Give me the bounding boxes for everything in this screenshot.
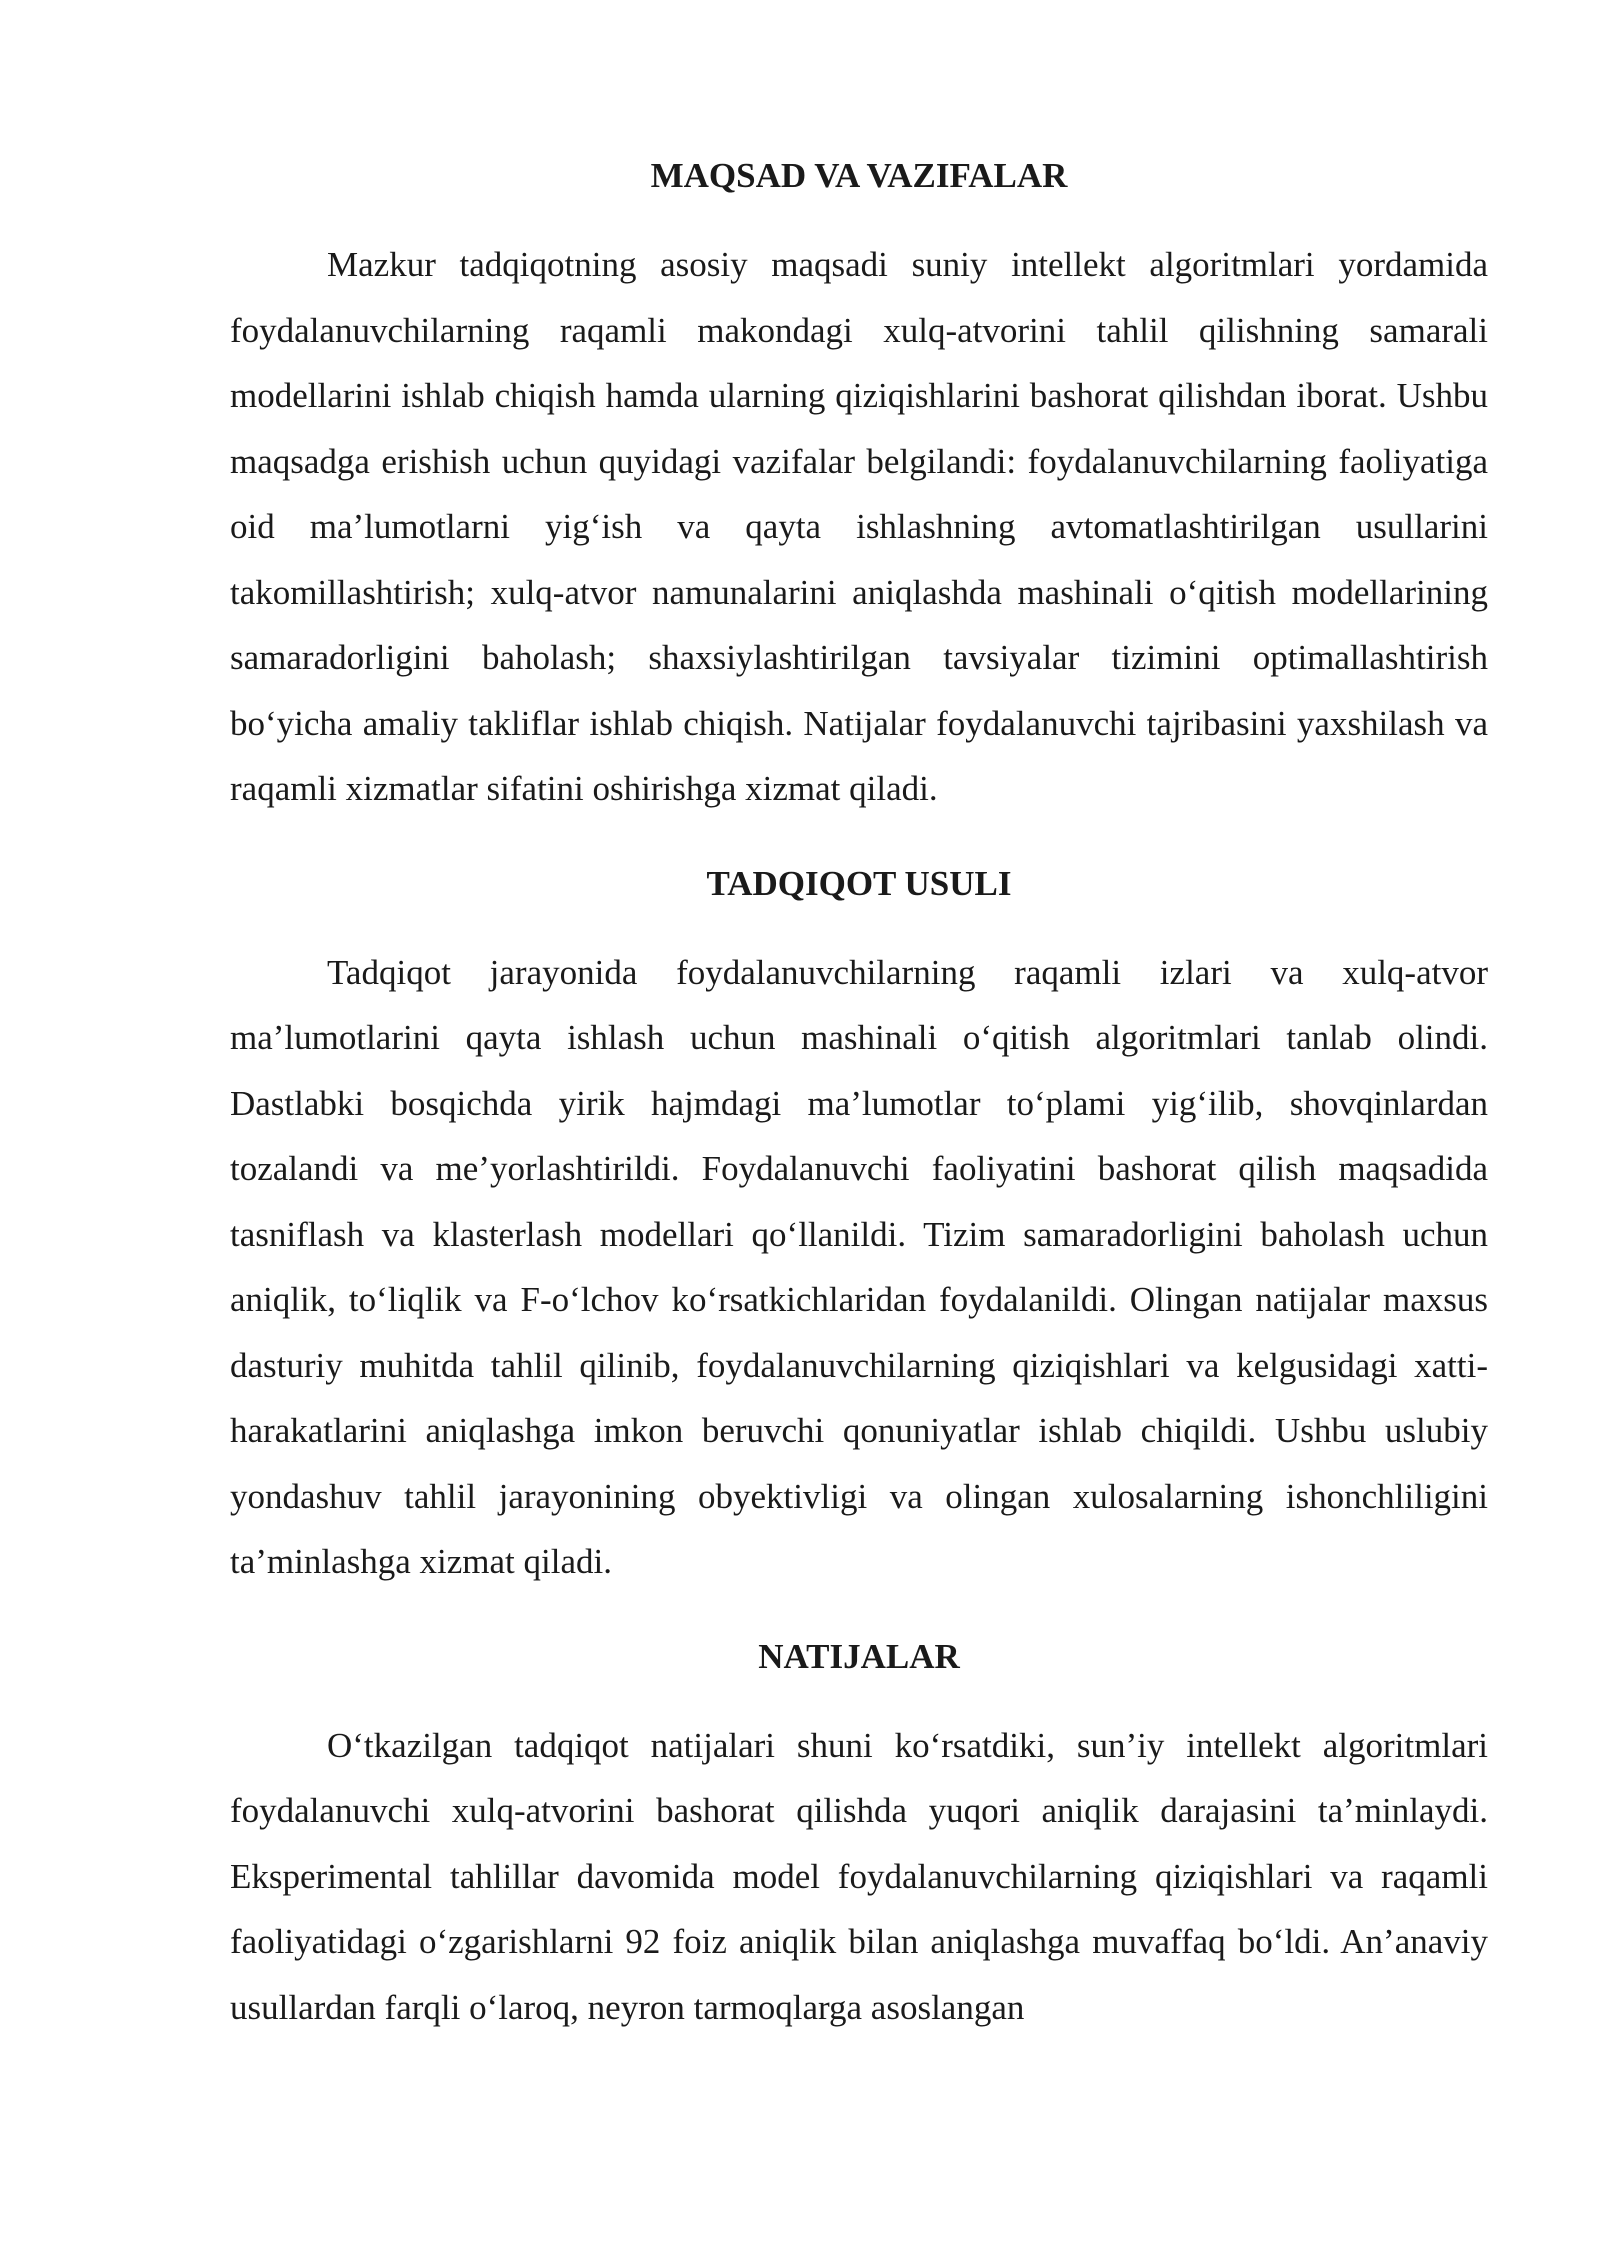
document-page <box>230 148 1488 2040</box>
section-heading-goals: MAQSAD VA VAZIFALAR <box>650 156 1068 195</box>
section-heading-results: NATIJALAR <box>758 1636 960 1676</box>
section-heading-method: TADQIQOT USULI <box>706 863 1012 903</box>
section-paragraph-goals: Mazkur tadqiqotning asosiy maqsadi suniy intellekt algoritmlari yordamida foydalanuvchilarning raqamli makondagi xulq-atvorini tahlil qilishning samarali modellarini ishlab chiqish hamda ularning qiziqishlarini bashorat qilishdan iborat. Ushbu maqsadga erishish uchun quyidagi vazifalar belgilandi: foydalanuvchilarning faoliyatiga oid ma’lumotlarni yig‘ish va qayta ishlashning avtomatlashtirilgan usullarini takomillashtirish; xulq-atvor namunalarini aniqlashda mashinali o‘qitish modellarining samaradorligini baholash; shaxsiylashtirilgan tavsiyalar tizimini optimallashtirish bo‘yicha amaliy takliflar ishlab chiqish. Natijalar foydalanuvchi tajribasini yaxshilash va raqamli xizmatlar sifatini oshirishga xizmat qiladi. <box>230 245 1488 808</box>
section-paragraph-results: O‘tkazilgan tadqiqot natijalari shuni ko‘rsatdiki, sun’iy intellekt algoritmlari foydalanuvchi xulq-atvorini bashorat qilishda yuqori aniqlik darajasini ta’minlaydi. Eksperimental tahlillar davomida model foydalanuvchilarning qiziqishlari va raqamli faoliyatidagi o‘zgarishlarni 92 foiz aniqlik bilan aniqlashga muvaffaq bo‘ldi. An’anaviy usullardan farqli o‘laroq, neyron tarmoqlarga asoslangan <box>230 1725 1488 2027</box>
section-paragraph-method: Tadqiqot jarayonida foydalanuvchilarning raqamli izlari va xulq-atvor ma’lumotlarini qayta ishlash uchun mashinali o‘qitish algoritmlari tanlab olindi. Dastlabki bosqichda yirik hajmdagi ma’lumotlar to‘plami yig‘ilib, shovqinlardan tozalandi va me’yorlashtirildi. Foydalanuvchi faoliyatini bashorat qilish maqsadida tasniflash va klasterlash modellari qo‘llanildi. Tizim samaradorligini baholash uchun aniqlik, to‘liqlik va F-o‘lchov ko‘rsatkichlaridan foydalanildi. Olingan natijalar maxsus dasturiy muhitda tahlil qilinib, foydalanuvchilarning qiziqishlari va kelgusidagi xatti-harakatlarini aniqlashga imkon beruvchi qonuniyatlar ishlab chiqildi. Ushbu uslubiy yondashuv tahlil jarayonining obyektivligi va olingan xulosalarning ishonchliligini ta’minlashga xizmat qiladi. <box>230 952 1488 1581</box>
